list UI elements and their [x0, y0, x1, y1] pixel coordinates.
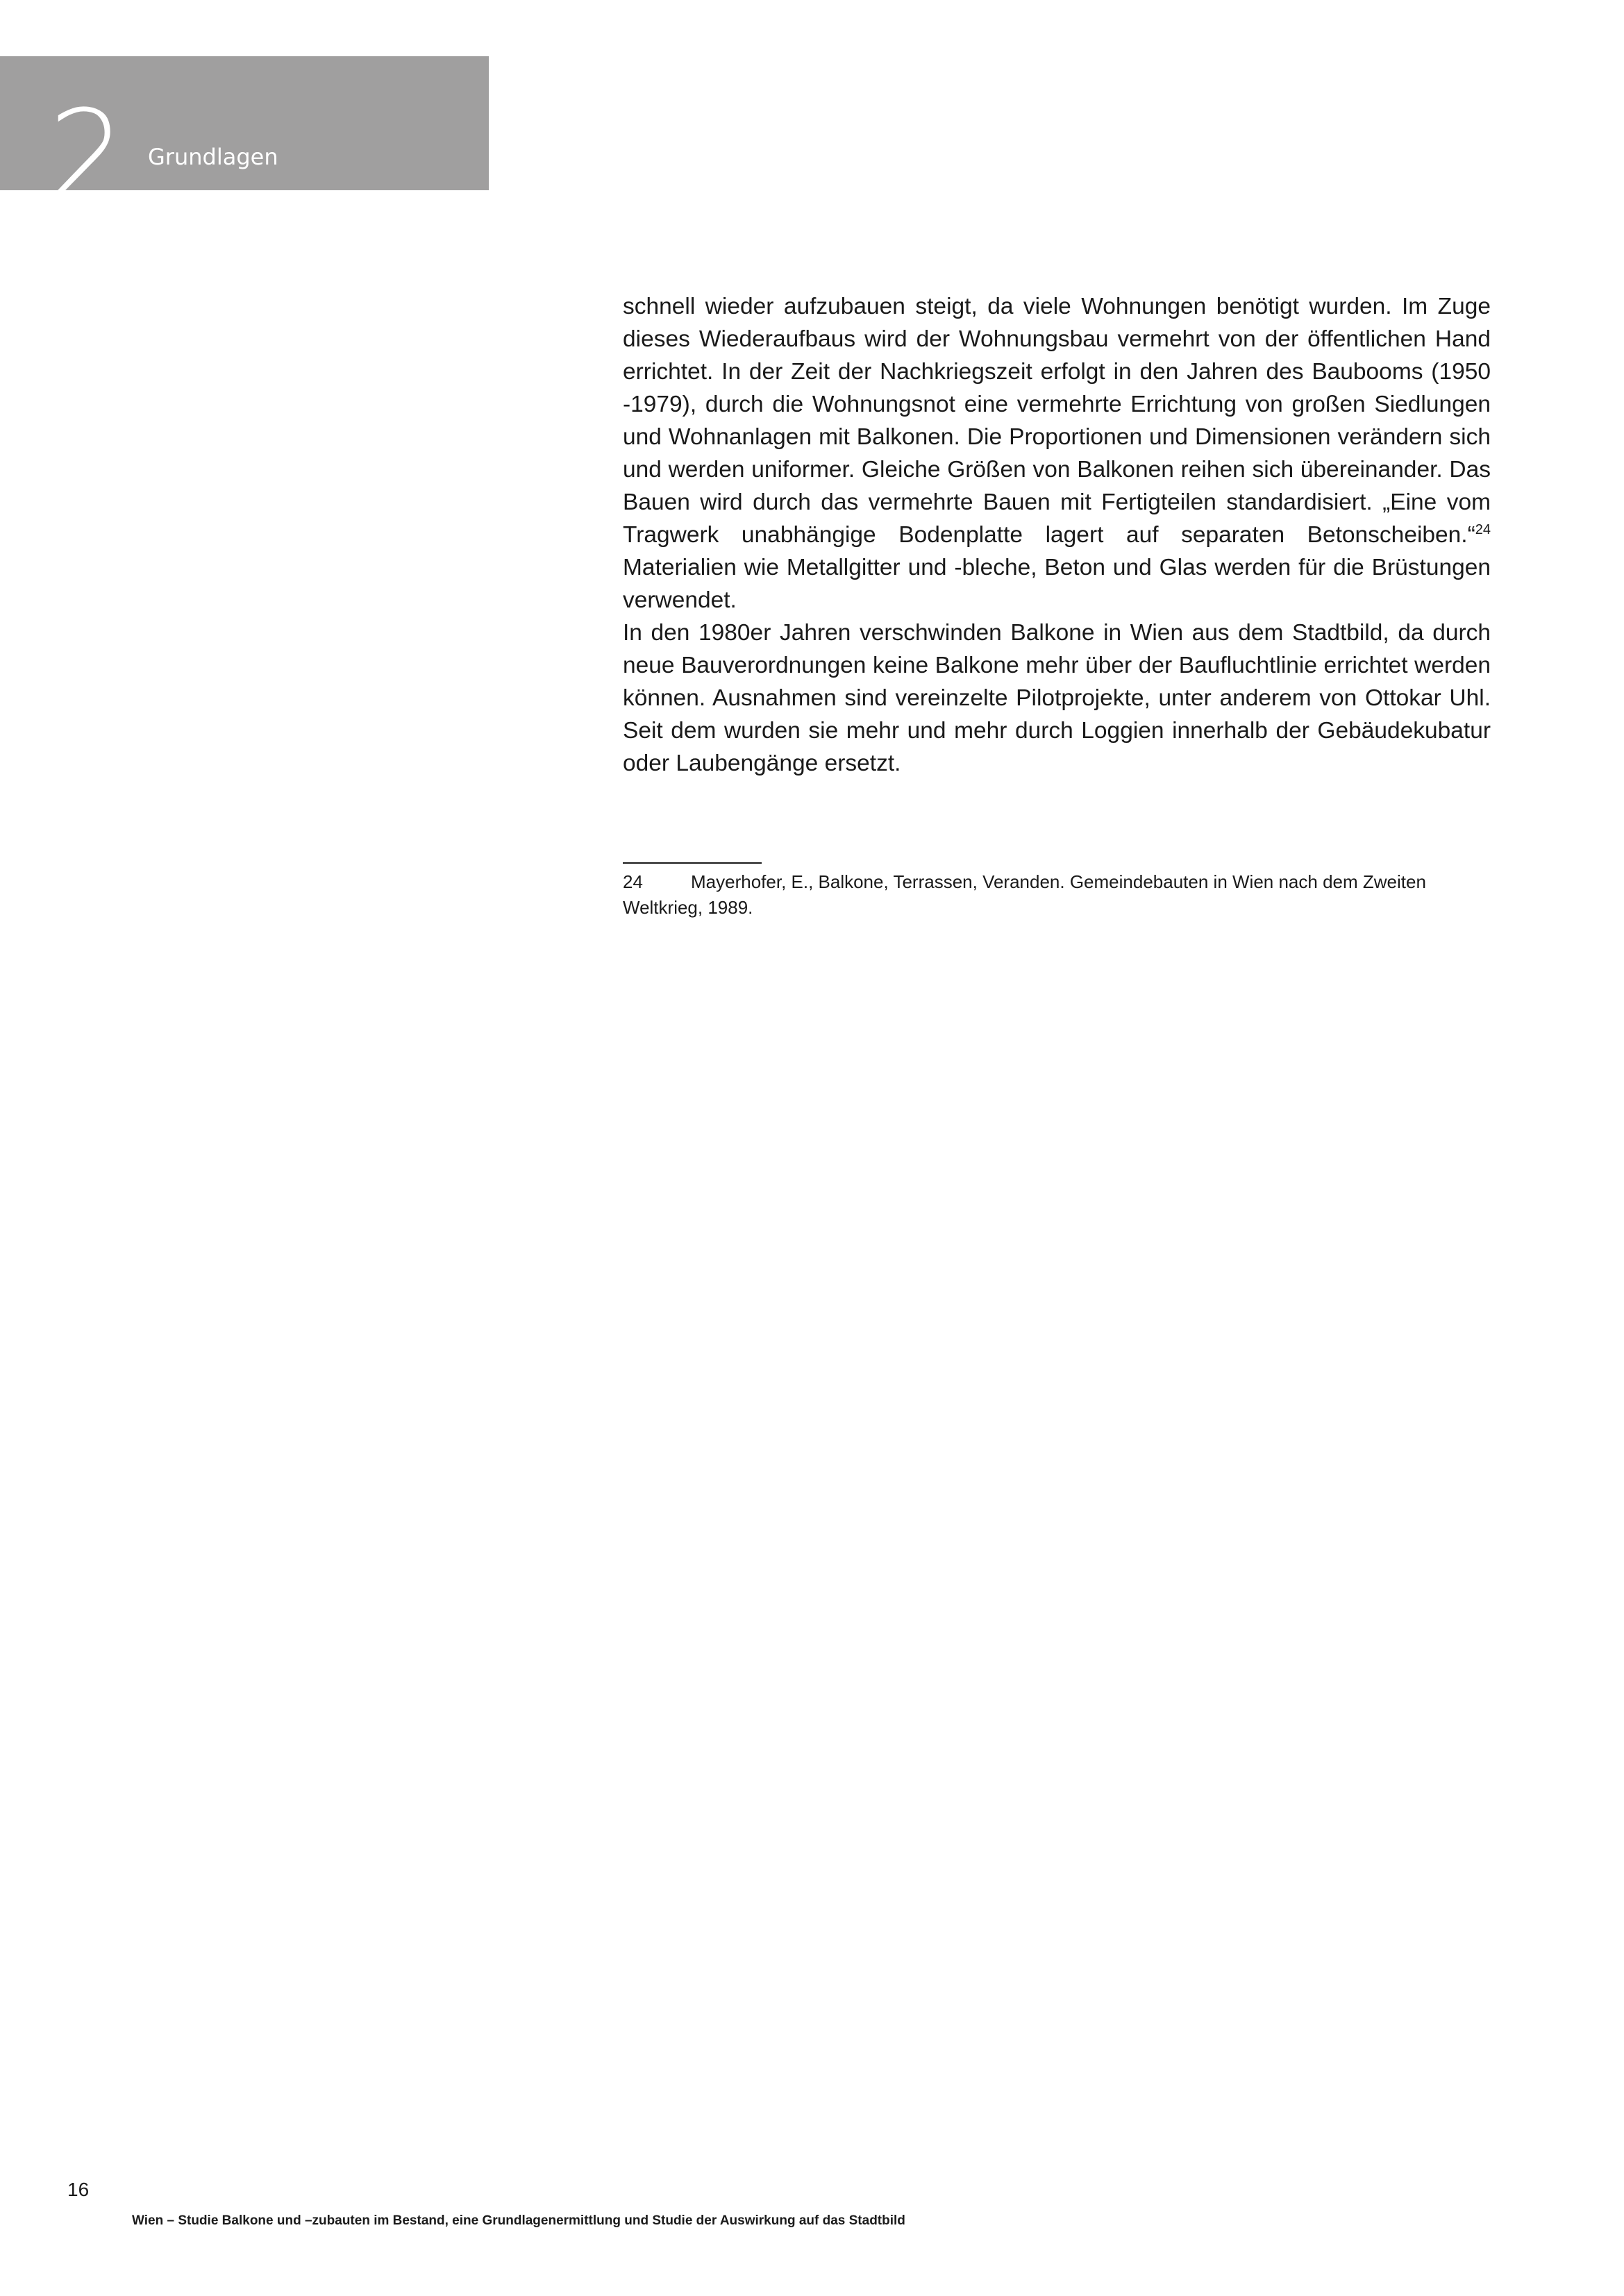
footer-title: Wien – Studie Balkone und –zubauten im Bestand, eine Grundlagenermittlung und Studie der Auswirkung auf das Stadtbild [132, 2213, 905, 2228]
body-text [623, 290, 1491, 780]
chapter-title: Grundlagen [148, 144, 278, 170]
chapter-header [0, 56, 489, 226]
paragraph-text: Materialien wie Metallgitter und -bleche, Beton und Glas werden für die Brüstungen verwendet. [623, 555, 1491, 613]
footnote-text: Mayerhofer, E., Balkone, Terrassen, Veranden. Gemeindebauten in Wien nach dem Zweiten Weltkrieg, 1989. [623, 871, 1426, 918]
footnote [623, 869, 1491, 921]
footnote-divider [623, 862, 762, 864]
footnote-reference: 24 [1475, 521, 1491, 537]
page-number: 16 [67, 2179, 90, 2200]
paragraph-text: schnell wieder aufzubauen steigt, da viele Wohnungen benötigt wurden. Im Zuge dieses Wiederaufbaus wird der Wohnungsbau vermehrt von der öffentlichen Hand errichtet. In der Zeit der Nachkriegszeit erfolgt in den Jahren des Baubooms (1950 -1979), durch die Wohnungsnot eine vermehrte Errichtung von großen Siedlungen und Wohnanlagen mit Balkonen. Die Proportionen und Dimensionen verändern sich und werden uniformer. Gleiche Größen von Balkonen reihen sich übereinander. Das Bauen wird durch das vermehrte Bauen mit Fertigteilen standardisiert. „Eine vom Tragwerk unabhängige Bodenplatte lagert auf separaten Betonscheiben.“ [623, 294, 1491, 548]
paragraph [623, 290, 1491, 617]
footnote-number: 24 [623, 871, 643, 892]
paragraph: In den 1980er Jahren verschwinden Balkone in Wien aus dem Stadtbild, da durch neue Bauverordnungen keine Balkone mehr über der Baufluchtlinie errichtet werden können. Ausnahmen sind vereinzelte Pilotprojekte, unter anderem von Ottokar Uhl. Seit dem wurden sie mehr und mehr durch Loggien innerhalb der Gebäudekubatur oder Laubengänge ersetzt. [623, 620, 1491, 776]
chapter-number: 2 [49, 84, 126, 226]
